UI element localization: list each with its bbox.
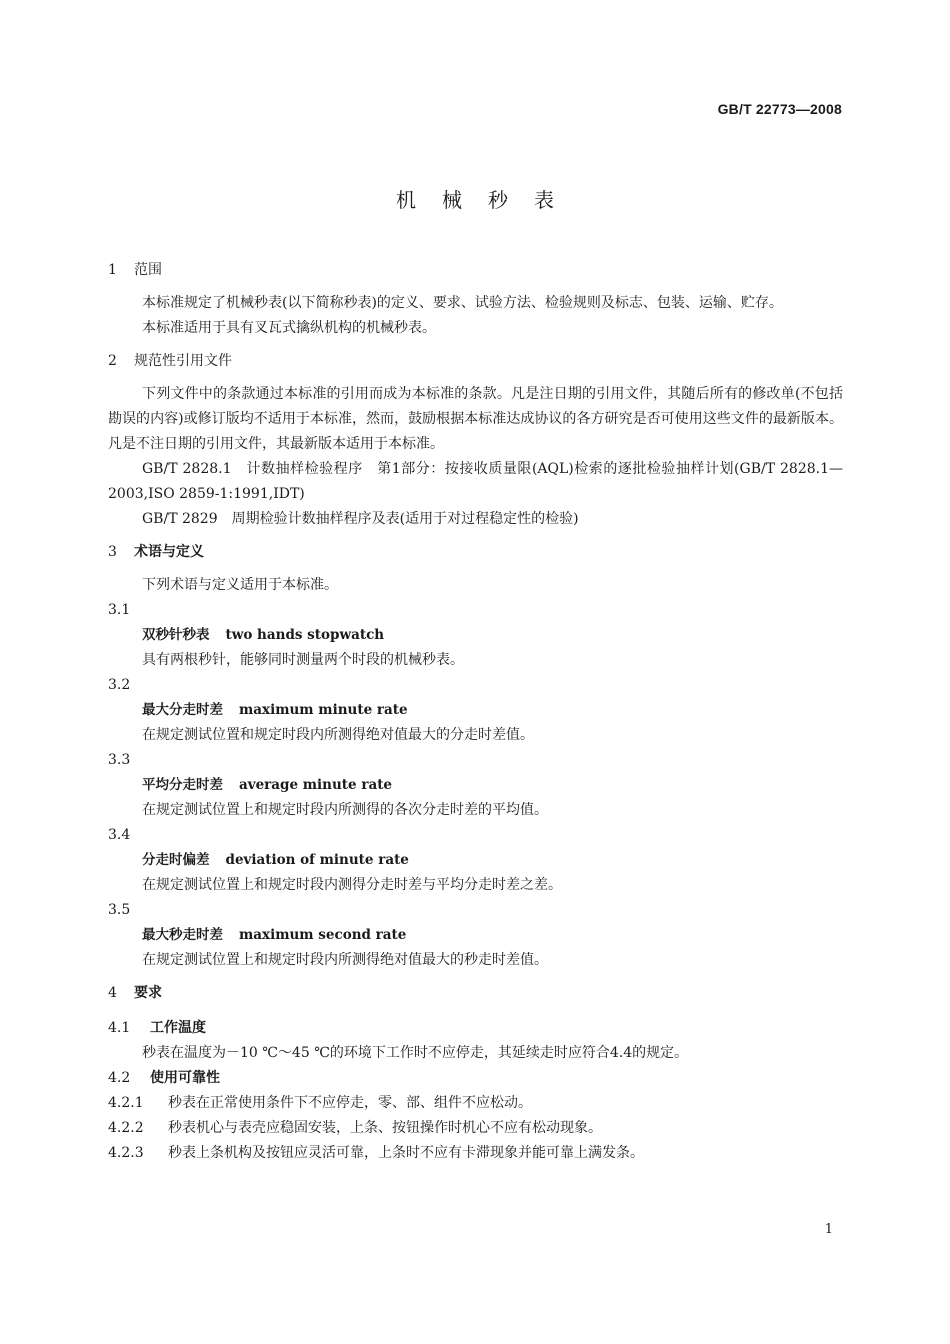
term-en: maximum minute rate <box>239 702 408 718</box>
term-number: 3.1 <box>108 602 131 618</box>
term-en: two hands stopwatch <box>225 627 385 643</box>
term-en: maximum second rate <box>239 927 407 943</box>
term-definition: 在规定测试位置上和规定时段内所测得的各次分走时差的平均值。 <box>142 802 548 818</box>
page-number: 1 <box>824 1222 833 1237</box>
paragraph: 下列术语与定义适用于本标准。 <box>142 577 338 593</box>
subsection-title: 使用可靠性 <box>150 1070 220 1086</box>
subsection-number: 4.2 <box>108 1070 131 1086</box>
clause-item <box>108 1091 843 1116</box>
term-zh: 分走时偏差 <box>142 852 210 868</box>
clause-text: 秒表机心与表壳应稳固安装，上条、按钮操作时机心不应有松动现象。 <box>168 1120 602 1136</box>
term-en: average minute rate <box>239 777 393 793</box>
section-heading-requirements <box>108 981 843 1006</box>
term-number: 3.4 <box>108 827 131 843</box>
clause-number: 4.2.2 <box>108 1120 144 1136</box>
term-name <box>108 698 843 723</box>
term-name <box>108 773 843 798</box>
paragraph: 本标准规定了机械秒表(以下简称秒表)的定义、要求、试验方法、检验规则及标志、包装、运输、贮存。 <box>142 295 783 311</box>
term-definition: 在规定测试位置上和规定时段内测得分走时差与平均分走时差之差。 <box>142 877 562 893</box>
section-title: 范围 <box>134 262 162 278</box>
term-zh: 平均分走时差 <box>142 777 223 793</box>
paragraph: 下列文件中的条款通过本标准的引用而成为本标准的条款。凡是注日期的引用文件，其随后所有的修改单(不包括勘误的内容)或修订版均不适用于本标准，然而，鼓励根据本标准达成协议的各方研究是否可使用这些文件的最新版本。凡是不注日期的引用文件，其最新版本适用于本标准。 <box>108 386 843 452</box>
document-title: 机械秒表 <box>396 188 580 212</box>
term-definition: 在规定测试位置上和规定时段内所测得绝对值最大的秒走时差值。 <box>142 952 548 968</box>
section-title: 术语与定义 <box>134 544 204 560</box>
paragraph: 秒表在温度为－10 ℃～45 ℃的环境下工作时不应停走，其延续走时应符合4.4的规定。 <box>142 1045 689 1061</box>
term-name <box>108 848 843 873</box>
clause-item <box>108 1116 843 1141</box>
section-heading-terms <box>108 540 843 565</box>
standard-number: GB/T 22773—2008 <box>717 101 842 117</box>
term-name <box>108 623 843 648</box>
clause-text: 秒表上条机构及按钮应灵活可靠，上条时不应有卡滞现象并能可靠上满发条。 <box>168 1145 644 1161</box>
term-en: deviation of minute rate <box>225 852 409 868</box>
term-number: 3.5 <box>108 902 131 918</box>
reference-entry: GB/T 2828.1 计数抽样检验程序 第1部分：按接收质量限(AQL)检索的逐批检验抽样计划(GB/T 2828.1—2003,ISO 2859-1:1991,IDT) <box>108 461 843 502</box>
section-number: 1 <box>108 262 117 278</box>
term-definition: 具有两根秒针，能够同时测量两个时段的机械秒表。 <box>142 652 464 668</box>
term-zh: 最大秒走时差 <box>142 927 223 943</box>
clause-number: 4.2.1 <box>108 1095 144 1111</box>
clause-text: 秒表在正常使用条件下不应停走，零、部、组件不应松动。 <box>168 1095 532 1111</box>
section-heading-normative-references <box>108 349 843 374</box>
section-title: 要求 <box>134 985 162 1001</box>
term-definition: 在规定测试位置和规定时段内所测得绝对值最大的分走时差值。 <box>142 727 534 743</box>
subsection-title: 工作温度 <box>150 1020 206 1036</box>
clause-number: 4.2.3 <box>108 1145 144 1161</box>
section-number: 3 <box>108 544 117 560</box>
term-zh: 双秒针秒表 <box>142 627 210 643</box>
term-zh: 最大分走时差 <box>142 702 223 718</box>
clause-item <box>108 1141 843 1166</box>
subsection-number: 4.1 <box>108 1020 131 1036</box>
section-number: 4 <box>108 985 117 1001</box>
term-number: 3.3 <box>108 752 131 768</box>
paragraph: 本标准适用于具有叉瓦式擒纵机构的机械秒表。 <box>142 320 436 336</box>
reference-entry: GB/T 2829 周期检验计数抽样程序及表(适用于对过程稳定性的检验) <box>142 511 579 527</box>
section-number: 2 <box>108 353 117 369</box>
subsection-heading-reliability <box>108 1066 843 1091</box>
section-heading-scope <box>108 258 843 283</box>
subsection-heading-working-temperature <box>108 1016 843 1041</box>
term-name <box>108 923 843 948</box>
section-title: 规范性引用文件 <box>134 353 232 369</box>
term-number: 3.2 <box>108 677 131 693</box>
document-body <box>108 258 843 1166</box>
